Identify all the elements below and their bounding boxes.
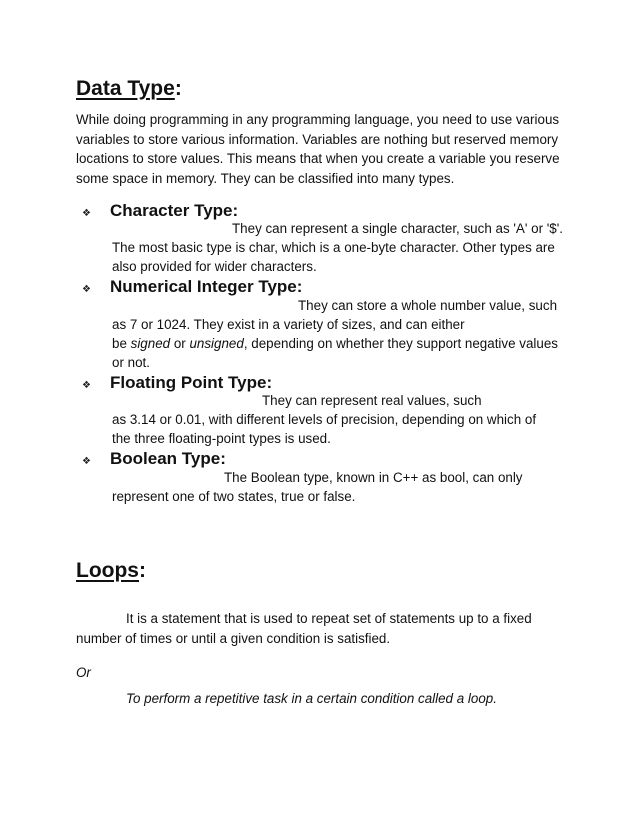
data-type-heading bbox=[76, 76, 182, 102]
diamond-bullet-icon: ❖ bbox=[82, 456, 91, 467]
integer-line3-post: , depending on whether they support negative values bbox=[243, 336, 558, 351]
loops-heading bbox=[76, 558, 146, 584]
or-separator: Or bbox=[76, 665, 91, 681]
data-type-heading-colon: : bbox=[174, 77, 182, 100]
bullet-text-floating-3: the three floating-point types is used. bbox=[112, 431, 331, 446]
data-type-intro: While doing programming in any programming language, you need to use various variables to store various information. Variables are nothing but reserved memory locations to store values. This means that when you create a variable you reserve some space in memory. They can be classified into many types. bbox=[76, 112, 560, 186]
diamond-bullet-icon: ❖ bbox=[82, 208, 91, 219]
bullet-text-character-3: also provided for wider characters. bbox=[112, 259, 317, 274]
bullet-title-integer: Numerical Integer Type: bbox=[110, 277, 303, 296]
loop-definition: To perform a repetitive task in a certain condition called a loop. bbox=[126, 691, 497, 707]
signed-term: signed bbox=[130, 336, 171, 351]
bullet-text-boolean-1: The Boolean type, known in C++ as bool, can only bbox=[224, 470, 523, 485]
loops-heading-text: Loops bbox=[76, 559, 139, 582]
diamond-bullet-icon: ❖ bbox=[82, 284, 91, 295]
integer-line3-pre: be bbox=[112, 336, 131, 351]
bullet-text-character-2: The most basic type is char, which is a one-byte character. Other types are bbox=[112, 240, 555, 255]
bullet-title-floating: Floating Point Type: bbox=[110, 373, 273, 392]
unsigned-term: unsigned bbox=[189, 336, 244, 351]
bullet-text-character-1: They can represent a single character, such as 'A' or '$'. bbox=[232, 221, 564, 236]
diamond-bullet-icon: ❖ bbox=[82, 380, 91, 391]
bullet-title-character: Character Type: bbox=[110, 201, 239, 220]
loops-text-1: It is a statement that is used to repeat set of statements up to a fixed bbox=[126, 611, 532, 627]
integer-line3-mid: or bbox=[170, 336, 190, 351]
bullet-text-integer-2: as 7 or 1024. They exist in a variety of sizes, and can either bbox=[112, 317, 465, 332]
bullet-text-boolean-2: represent one of two states, true or false. bbox=[112, 489, 356, 504]
bullet-text-integer-3 bbox=[112, 334, 558, 354]
bullet-text-floating-1: They can represent real values, such bbox=[262, 393, 482, 408]
loops-text-2: number of times or until a given condition is satisfied. bbox=[76, 631, 391, 647]
bullet-text-integer-1: They can store a whole number value, such bbox=[298, 298, 558, 313]
bullet-title-boolean: Boolean Type: bbox=[110, 449, 226, 468]
loops-heading-colon: : bbox=[139, 559, 146, 582]
bullet-text-floating-2: as 3.14 or 0.01, with different levels of precision, depending on which of bbox=[112, 412, 537, 427]
data-type-heading-text: Data Type bbox=[76, 77, 175, 100]
bullet-text-integer-4: or not. bbox=[112, 355, 150, 370]
